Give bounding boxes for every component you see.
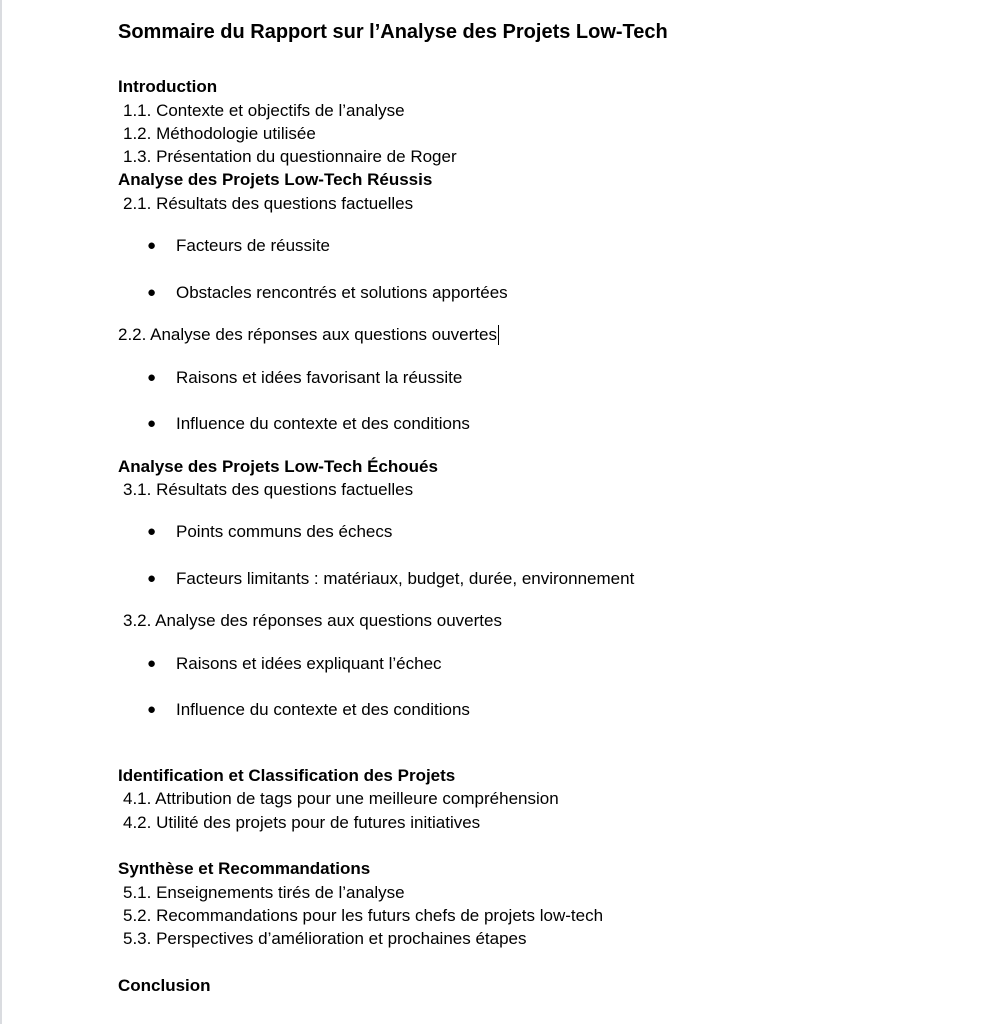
bullet-icon: ● [147, 237, 157, 254]
toc-item-5-1[interactable]: 5.1. Enseignements tirés de l’analyse [123, 883, 405, 902]
toc-item-5-3[interactable]: 5.3. Perspectives d’amélioration et prochaines étapes [123, 929, 527, 948]
heading-projets-reussis[interactable]: Analyse des Projets Low-Tech Réussis [118, 170, 433, 189]
toc-item-2-2[interactable] [118, 325, 499, 345]
heading-identification[interactable]: Identification et Classification des Projets [118, 766, 456, 785]
bullet-icon: ● [147, 655, 157, 672]
bullet-icon: ● [147, 701, 157, 718]
bullet-icon: ● [147, 523, 157, 540]
bullet-icon: ● [147, 369, 157, 386]
toc-item-1-3[interactable]: 1.3. Présentation du questionnaire de Roger [123, 147, 457, 166]
toc-item-4-2[interactable]: 4.2. Utilité des projets pour de futures initiatives [123, 813, 481, 832]
bullet-icon: ● [147, 570, 157, 587]
bullet-item[interactable]: Facteurs de réussite [176, 236, 331, 255]
bullet-item[interactable]: Points communs des échecs [176, 522, 393, 541]
toc-item-1-1[interactable]: 1.1. Contexte et objectifs de l’analyse [123, 101, 405, 120]
bullet-item[interactable]: Raisons et idées favorisant la réussite [176, 368, 463, 387]
bullet-icon: ● [147, 284, 157, 301]
toc-item-1-2[interactable]: 1.2. Méthodologie utilisée [123, 124, 316, 143]
bullet-icon: ● [147, 415, 157, 432]
toc-item-5-2[interactable]: 5.2. Recommandations pour les futurs chefs de projets low-tech [123, 906, 604, 925]
heading-synthese[interactable]: Synthèse et Recommandations [118, 859, 371, 878]
toc-item-3-2[interactable]: 3.2. Analyse des réponses aux questions ouvertes [123, 611, 502, 630]
bullet-item[interactable]: Raisons et idées expliquant l’échec [176, 654, 442, 673]
bullet-item[interactable]: Influence du contexte et des conditions [176, 414, 470, 433]
toc-item-3-1[interactable]: 3.1. Résultats des questions factuelles [123, 480, 414, 499]
bullet-item[interactable]: Obstacles rencontrés et solutions apportées [176, 283, 508, 302]
heading-introduction[interactable]: Introduction [118, 77, 218, 96]
toc-item-2-2-text: 2.2. Analyse des réponses aux questions ouvertes [118, 325, 497, 344]
heading-projets-echoues[interactable]: Analyse des Projets Low-Tech Échoués [118, 457, 438, 476]
text-cursor [498, 325, 499, 345]
heading-conclusion[interactable]: Conclusion [118, 976, 211, 995]
toc-item-4-1[interactable]: 4.1. Attribution de tags pour une meilleure compréhension [123, 789, 559, 808]
document-title[interactable]: Sommaire du Rapport sur l’Analyse des Projets Low-Tech [118, 21, 668, 43]
bullet-item[interactable]: Influence du contexte et des conditions [176, 700, 470, 719]
bullet-item[interactable]: Facteurs limitants : matériaux, budget, durée, environnement [176, 569, 635, 588]
toc-item-2-1[interactable]: 2.1. Résultats des questions factuelles [123, 194, 414, 213]
